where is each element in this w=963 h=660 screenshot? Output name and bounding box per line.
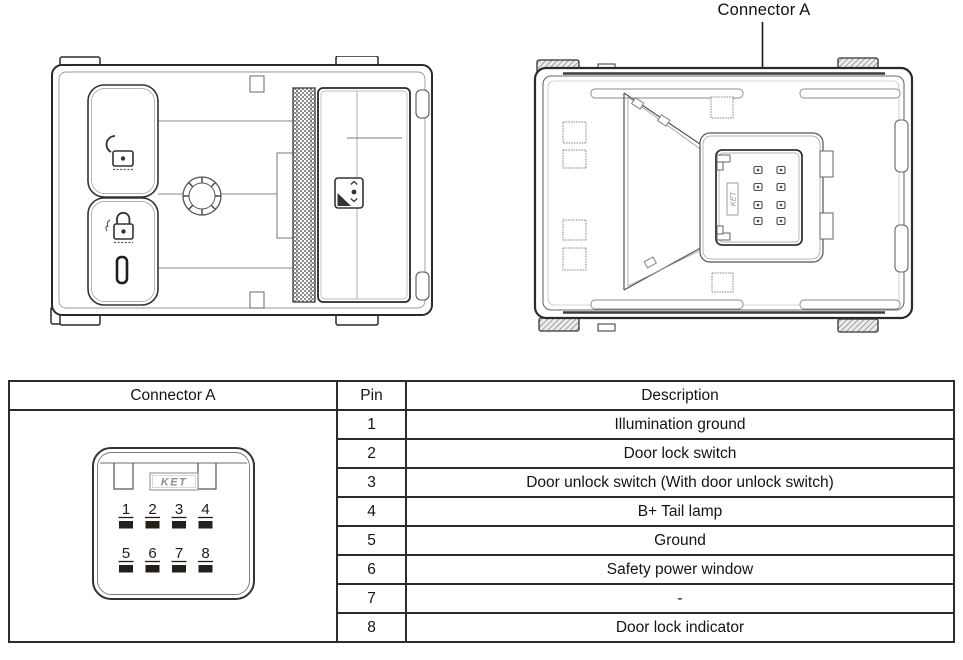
pin-cell: 7 (337, 584, 406, 613)
front-center-rect (277, 153, 293, 238)
pin-number: 7 (174, 545, 183, 563)
description-cell: Illumination ground (406, 410, 954, 439)
table-header-row (9, 381, 954, 410)
switch-rear-view-diagram (533, 56, 918, 341)
pin-number: 5 (121, 545, 130, 563)
power-window-icon (335, 178, 363, 208)
pin-number: 4 (200, 501, 210, 519)
rear-bottom-bump (598, 324, 615, 331)
table-row (9, 410, 954, 439)
connector-a-pinout-diagram (91, 446, 256, 601)
pin-number: 1 (121, 501, 130, 519)
door-lock-button (88, 198, 158, 305)
header-pin: Pin (337, 381, 406, 410)
connector-pin-table (8, 380, 955, 643)
description-cell: Safety power window (406, 555, 954, 584)
description-cell: Ground (406, 526, 954, 555)
window-switch-panel (318, 88, 410, 302)
front-top-notch (250, 76, 264, 92)
pin-cell: 6 (337, 555, 406, 584)
pinout-brand-box (150, 473, 198, 490)
dial-ring (183, 177, 221, 215)
grip-texture-strip (293, 88, 315, 302)
header-description: Description (406, 381, 954, 410)
connector-a-socket (716, 150, 802, 245)
socket-brand-text: KET (728, 191, 738, 207)
pin-number: 3 (174, 501, 183, 519)
pin-cell: 4 (337, 497, 406, 526)
connector-a-label: Connector A (717, 1, 811, 19)
header-connector: Connector A (9, 381, 337, 410)
description-cell: B+ Tail lamp (406, 497, 954, 526)
pin-number: 2 (147, 501, 157, 519)
connector-pinout-cell (9, 410, 337, 642)
description-cell: - (406, 584, 954, 613)
pin-cell: 5 (337, 526, 406, 555)
description-cell: Door lock indicator (406, 613, 954, 642)
front-bottom-notch (250, 292, 264, 308)
switch-front-view-diagram (50, 56, 435, 341)
pin-cell: 3 (337, 468, 406, 497)
pin-cell: 2 (337, 439, 406, 468)
pin-number: 6 (147, 545, 157, 563)
lock-indicator-slot (117, 257, 127, 283)
pin-cell: 1 (337, 410, 406, 439)
pinout-brand-text: KET (160, 476, 187, 489)
description-cell: Door lock switch (406, 439, 954, 468)
door-unlock-button (88, 85, 158, 197)
pin-number: 8 (200, 545, 210, 563)
description-cell: Door unlock switch (With door unlock switch) (406, 468, 954, 497)
pin-cell: 8 (337, 613, 406, 642)
